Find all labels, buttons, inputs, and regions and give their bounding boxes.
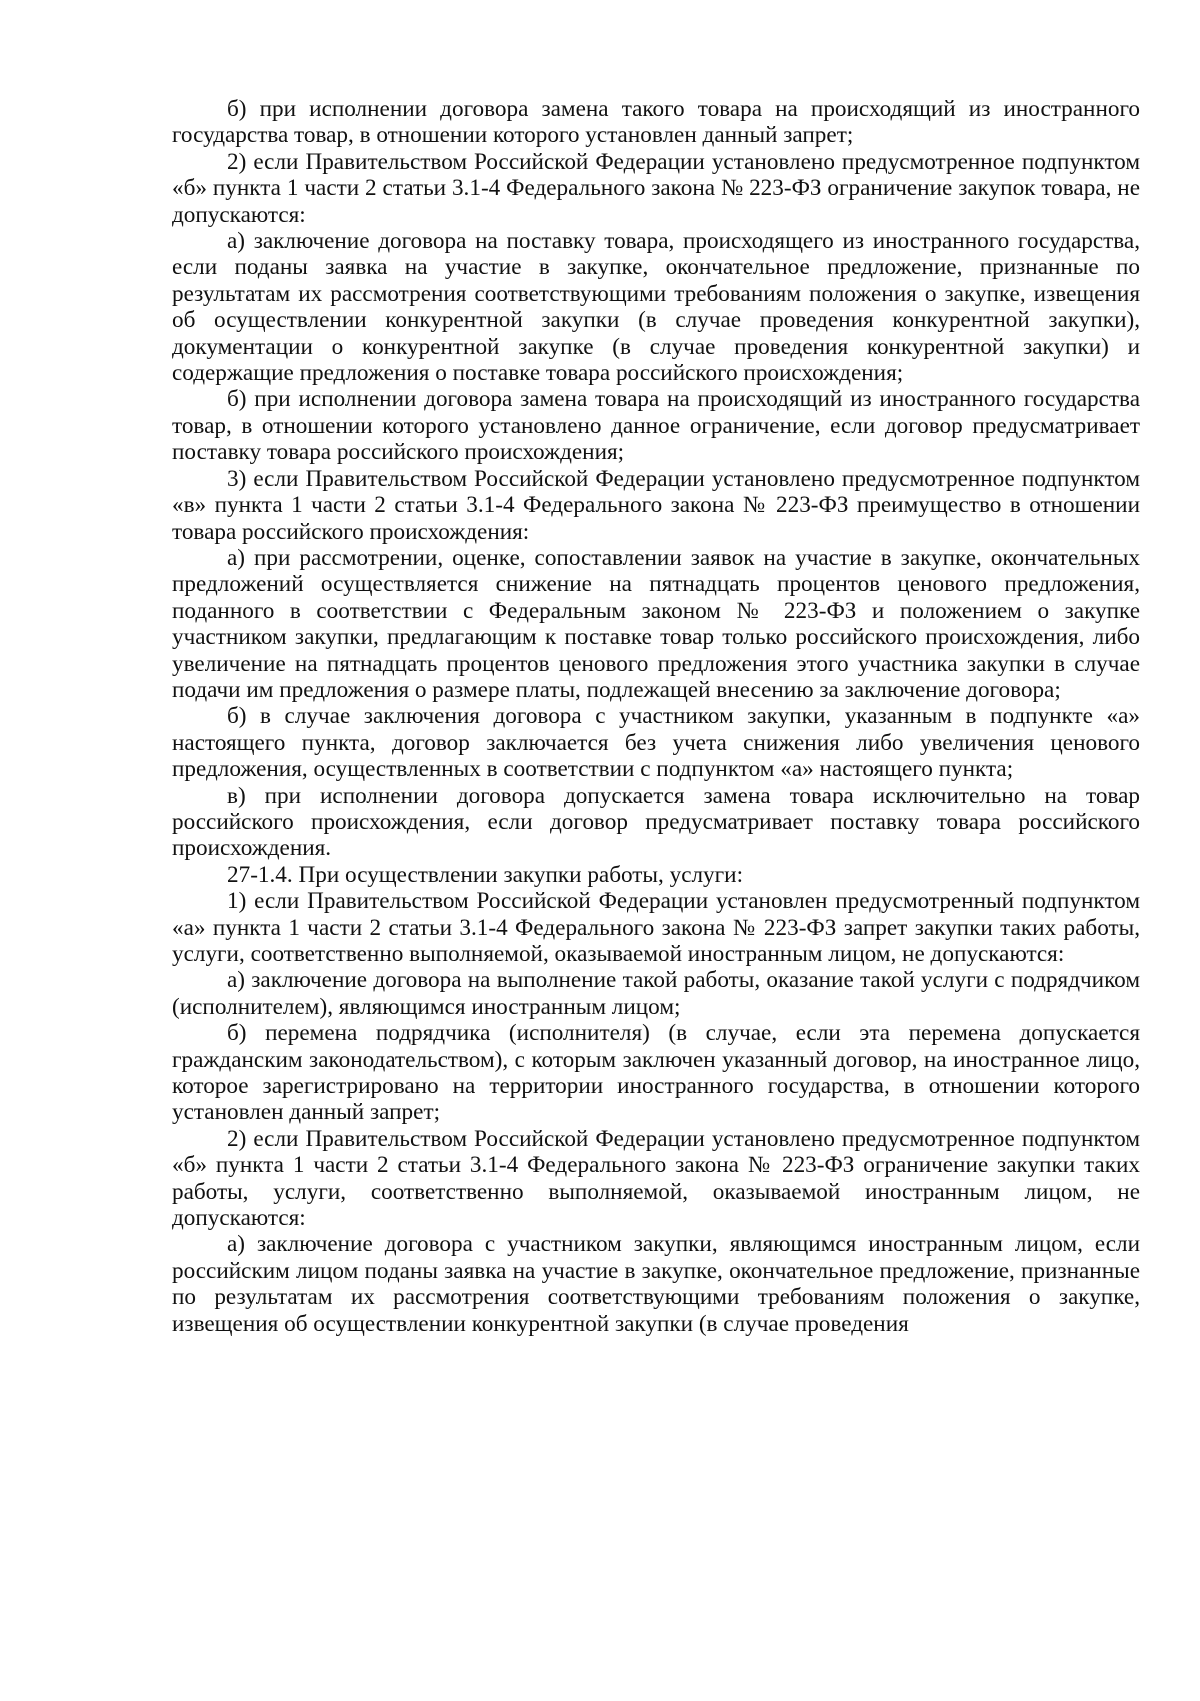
- paragraph-5: 3) если Правительством Российской Федерации установлено предусмотренное подпунктом «в» пункта 1 части 2 статьи 3.1-4 Федерального закона № 223-ФЗ преимущество в отношении товара российского происхождения:: [172, 465, 1140, 545]
- paragraph-6: а) при рассмотрении, оценке, сопоставлении заявок на участие в закупке, окончательных предложений осуществляется снижение на пятнадцать процентов ценового предложения, поданного в соответствии с Федеральным законом № 223-ФЗ и положением о закупке участником закупки, предлагающим к поставке товар только российского происхождения, либо увеличение на пятнадцать процентов ценового предложения этого участника закупки в случае подачи им предложения о размере платы, подлежащей внесению за заключение договора;: [172, 544, 1140, 703]
- paragraph-11: а) заключение договора на выполнение такой работы, оказание такой услуги с подрядчиком (исполнителем), являющимся иностранным лицом;: [172, 967, 1140, 1020]
- paragraph-12: б) перемена подрядчика (исполнителя) (в случае, если эта перемена допускается гражданским законодательством), с которым заключен указанный договор, на иностранное лицо, которое зарегистрировано на территории иностранного государства, в отношении которого установлен данный запрет;: [172, 1020, 1140, 1126]
- paragraph-4: б) при исполнении договора замена товара на происходящий из иностранного государства товар, в отношении которого установлено данное ограничение, если договор предусматривает поставку товара российского происхождения;: [172, 386, 1140, 466]
- paragraph-2: 2) если Правительством Российской Федерации установлено предусмотренное подпунктом «б» пункта 1 части 2 статьи 3.1-4 Федерального закона № 223-ФЗ ограничение закупок товара, не допускаются:: [172, 148, 1140, 228]
- paragraph-10: 1) если Правительством Российской Федерации установлен предусмотренный подпунктом «а» пункта 1 части 2 статьи 3.1-4 Федерального закона № 223-ФЗ запрет закупки таких работы, услуги, соответственно выполняемой, оказываемой иностранным лицом, не допускаются:: [172, 888, 1140, 967]
- paragraph-13: 2) если Правительством Российской Федерации установлено предусмотренное подпунктом «б» пункта 1 части 2 статьи 3.1-4 Федерального закона № 223-ФЗ ограничение закупки таких работы, услуги, соответственно выполняемой, оказываемой иностранным лицом, не допускаются:: [172, 1125, 1140, 1232]
- document-page: [172, 96, 1140, 1337]
- paragraph-8: в) при исполнении договора допускается замена товара исключительно на товар российского происхождения, если договор предусматривает поставку товара российского происхождения.: [172, 782, 1140, 862]
- paragraph-3: а) заключение договора на поставку товара, происходящего из иностранного государства, если поданы заявка на участие в закупке, окончательное предложение, признанные по результатам их рассмотрения соответствующими требованиям положения о закупке, извещения об осуществлении конкурентной закупки (в случае проведения конкурентной закупки), документации о конкурентной закупке (в случае проведения конкурентной закупки) и содержащие предложения о поставке товара российского происхождения;: [172, 228, 1140, 387]
- paragraph-9: 27-1.4. При осуществлении закупки работы, услуги:: [227, 861, 744, 888]
- paragraph-7: б) в случае заключения договора с участником закупки, указанным в подпункте «а» настоящего пункта, договор заключается без учета снижения либо увеличения ценового предложения, осуществленных в соответствии с подпунктом «а» настоящего пункта;: [172, 703, 1140, 783]
- paragraph-14: а) заключение договора с участником закупки, являющимся иностранным лицом, если российским лицом поданы заявка на участие в закупке, окончательное предложение, признанные по результатам их рассмотрения соответствующими требованиям положения о закупке, извещения об осуществлении конкурентной закупки (в случае проведения: [172, 1231, 1140, 1337]
- paragraph-1: б) при исполнении договора замена такого товара на происходящий из иностранного государства товар, в отношении которого установлен данный запрет;: [172, 96, 1140, 149]
